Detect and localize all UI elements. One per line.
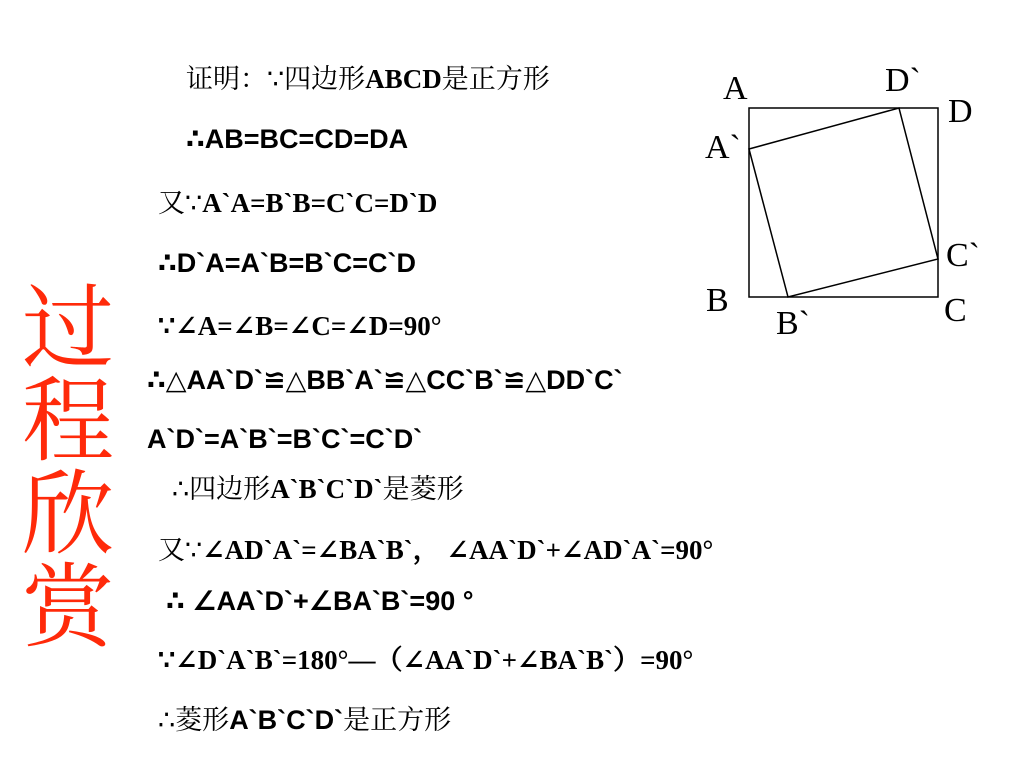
title-char-3: 欣 xyxy=(21,461,114,568)
proof-line-2: ∴AB=BC=CD=DA xyxy=(186,124,409,154)
proof-line-10: ∴ ∠AA`D`+∠BA`B`=90 ° xyxy=(166,586,474,616)
label-d: D xyxy=(948,93,973,130)
proof-line-1-abcd: ABCD xyxy=(365,64,442,94)
title-char-4: 赏 xyxy=(21,554,114,661)
outer-square-abcd xyxy=(749,108,938,297)
proof-line-3 xyxy=(158,186,437,221)
label-a-prime: A` xyxy=(705,129,741,166)
proof-line-12 xyxy=(158,703,451,738)
proof-line-8-prefix: ∴四边形 xyxy=(172,474,271,505)
proof-line-12-quad: A`B`C`D` xyxy=(229,705,344,735)
side-title xyxy=(18,275,118,661)
proof-line-12-prefix: ∴菱形 xyxy=(158,705,230,736)
proof-line-9-prefix: 又∵ xyxy=(158,535,203,566)
proof-line-3-eq: A`A=B`B=C`C=D`D xyxy=(202,188,438,218)
label-b: B xyxy=(706,282,729,319)
label-d-prime: D` xyxy=(885,62,921,99)
proof-line-3-prefix: 又∵ xyxy=(158,188,203,219)
title-char-2: 程 xyxy=(21,368,114,475)
proof-line-9-eq: ∠AD`A`=∠BA`B`， ∠AA`D`+∠AD`A`=90° xyxy=(202,535,714,565)
label-c: C xyxy=(944,292,967,329)
proof-line-8-quad: A`B`C`D` xyxy=(270,474,383,504)
proof-line-4: ∴D`A=A`B=B`C=C`D xyxy=(158,248,417,278)
label-a: A xyxy=(723,70,748,107)
proof-line-5: ∵∠A=∠B=∠C=∠D=90° xyxy=(158,311,442,341)
proof-line-8-suffix: 是菱形 xyxy=(382,474,464,505)
proof-line-12-suffix: 是正方形 xyxy=(343,705,452,736)
proof-line-11: ∵∠D`A`B`=180°—（∠AA`D`+∠BA`B`）=90° xyxy=(158,645,694,675)
proof-line-1-suffix: 是正方形 xyxy=(441,64,550,95)
proof-line-1-prefix: 证明：∵四边形 xyxy=(186,64,366,95)
square-figure xyxy=(690,55,1010,345)
proof-line-8 xyxy=(172,472,464,507)
proof-line-9 xyxy=(158,533,713,568)
proof-line-6: ∴△AA`D`≌△BB`A`≌△CC`B`≌△DD`C` xyxy=(147,365,623,395)
inner-square-a-b-c-d-prime xyxy=(749,108,938,297)
proof-line-1 xyxy=(186,62,550,97)
proof-line-7: A`D`=A`B`=B`C`=C`D` xyxy=(147,424,423,454)
title-char-1: 过 xyxy=(21,275,114,382)
label-c-prime: C` xyxy=(946,237,980,274)
label-b-prime: B` xyxy=(776,305,810,342)
